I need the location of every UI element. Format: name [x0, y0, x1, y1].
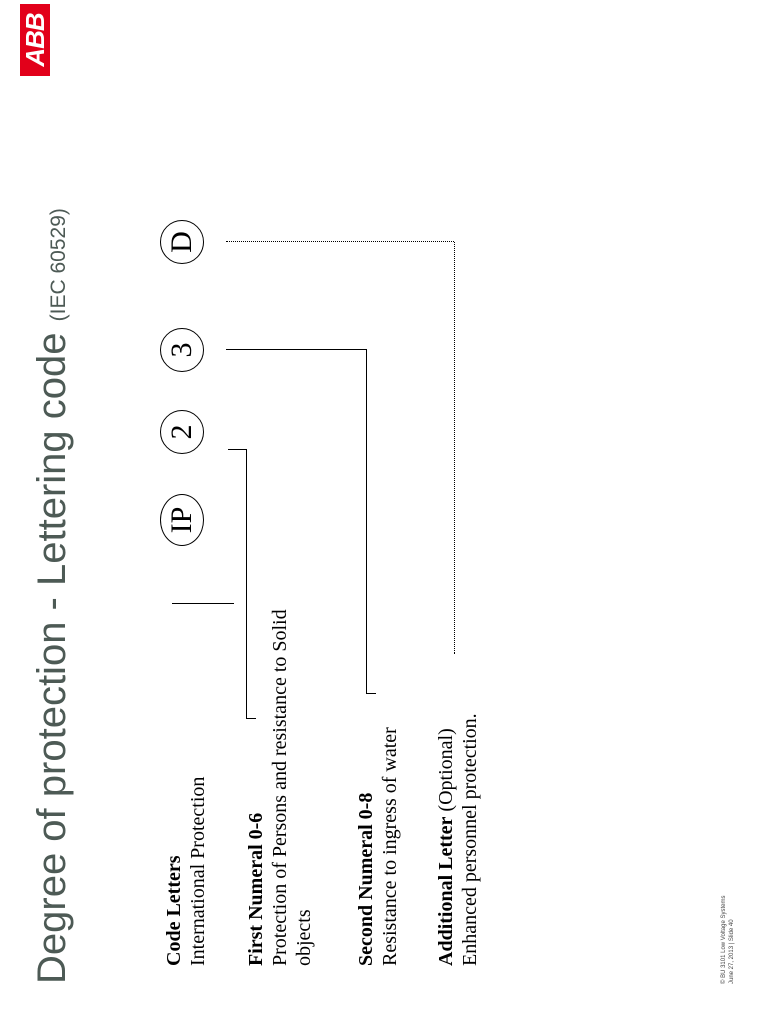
item-line: Enhanced personnel protection. — [459, 713, 481, 966]
footer-line-1: © BU 3101 Low Voltage Systems — [721, 895, 727, 984]
item-heading-extra: (Optional) — [435, 728, 457, 817]
item-heading: Second Numeral 0-8 — [355, 792, 377, 966]
footer-line-2: June 27, 2013 | Slide 40 — [729, 919, 735, 984]
item-line: objects — [293, 909, 315, 966]
connector-letter-h — [454, 242, 455, 654]
item-line: Resistance to ingress of water — [379, 727, 401, 966]
item-line: Protection of Persons and resistance to Solid — [269, 609, 291, 966]
item-heading: Additional Letter — [435, 816, 457, 966]
code-ip: IP — [160, 494, 204, 546]
item-additional-letter — [434, 713, 482, 966]
connector-first-v — [228, 449, 246, 450]
connector-second-v — [226, 349, 366, 350]
title-main: Degree of protection - Lettering code — [30, 332, 74, 984]
item-code-letters — [162, 777, 210, 966]
code-additional-letter: D — [160, 220, 204, 264]
code-second-numeral: 3 — [160, 328, 204, 372]
abb-logo: ABB — [20, 4, 50, 76]
item-heading: Code Letters — [163, 855, 185, 966]
item-heading: First Numeral 0-6 — [245, 812, 267, 966]
footer — [720, 896, 736, 984]
connector-second-tick — [366, 693, 376, 694]
slide-title — [30, 208, 75, 984]
connector-letter-v — [226, 241, 454, 242]
item-first-numeral — [244, 609, 316, 966]
item-line: International Protection — [187, 776, 209, 966]
connector-ip — [172, 603, 234, 604]
title-sub: (IEC 60529) — [47, 208, 70, 322]
item-second-numeral — [354, 727, 402, 966]
connector-second-h — [366, 349, 367, 694]
code-first-numeral: 2 — [160, 410, 204, 454]
